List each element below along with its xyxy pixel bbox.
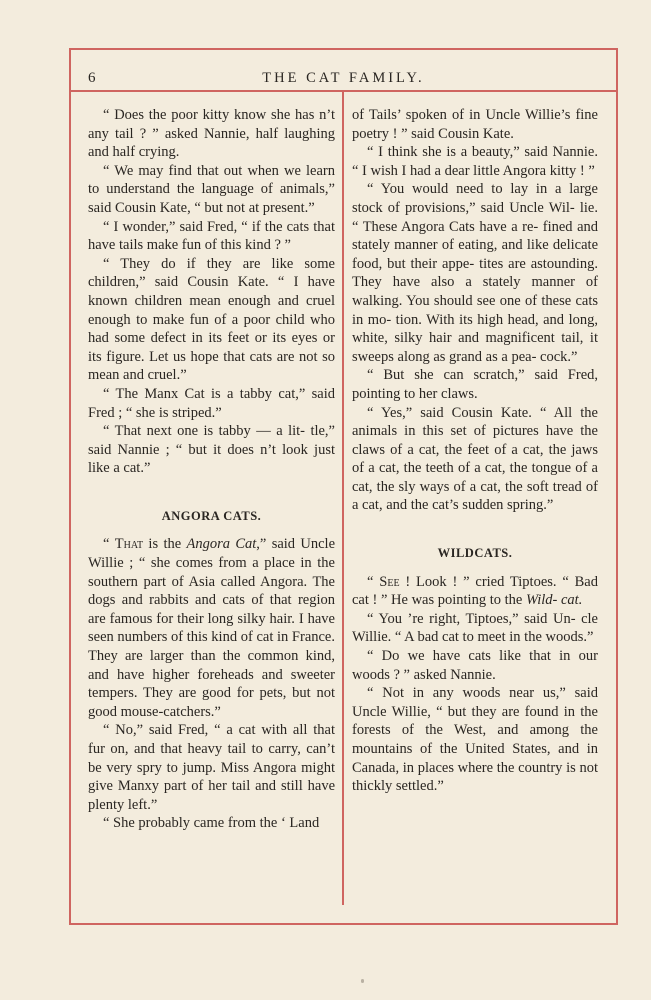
- smallcaps-lead: That: [114, 536, 144, 553]
- paragraph: “ That next one is tabby — a lit- tle,” said Nannie ; “ but it does n’t look just like a cat.”: [88, 423, 335, 477]
- text-run: ,” said Uncle Willie ; “ she comes from a place in the southern part of Asia called Angora. The dogs and rabbits and cats of that region are famous for their long silky hair. I have seen numbers of this kind of cat in France. They are larger than the common kind, and have higher foreheads and sweeter tempers. They are good for pets, but not good mouse-catchers.”: [88, 536, 336, 720]
- paragraph: [352, 573, 598, 610]
- section-heading-wildcats: WILDCATS.: [437, 546, 513, 561]
- paragraph: “ Yes,” said Cousin Kate. “ All the animals in this set of pictures have the claws of a cat, the feet of a cat, the jaws of a cat, the teeth of a cat, the tongue of a cat, the sly ways of a cat, the soft tread of a cat, and the cat’s sudden spring.”: [352, 404, 598, 514]
- quote-mark: “: [367, 573, 380, 590]
- paragraph: “ They do if they are like some children,” said Cousin Kate. “ I have known children mean enough and cruel enough to make fun of a poor child who had some defect in its feet or its eyes or its figure. Let us hope that cats are not so mean and cruel.”: [88, 255, 335, 384]
- column-divider: [342, 91, 344, 905]
- quote-mark: “: [103, 536, 115, 553]
- text-run: is the: [143, 536, 187, 553]
- page-frame: [69, 48, 618, 925]
- running-title: THE CAT FAMILY.: [262, 70, 425, 86]
- text-run: ! Look ! ” cried Tiptoes. “ Bad cat ! ” He was pointing to the: [352, 573, 598, 609]
- paragraph: “ We may find that out when we learn to understand the language of animals,” said Cousin Kate, “ but not at present.”: [88, 162, 335, 216]
- page-number: 6: [88, 70, 96, 86]
- smallcaps-lead: See: [379, 573, 400, 590]
- paragraph: “ I think she is a beauty,” said Nannie. “ I wish I had a dear little Angora kitty ! ”: [352, 144, 598, 179]
- paragraph: “ No,” said Fred, “ a cat with all that fur on, and that heavy tail to carry, can’t be very spry to jump. Miss Angora might give Manxy part of her tail and still have plenty left.”: [88, 722, 335, 813]
- italic-term: Wild- cat.: [525, 592, 583, 609]
- paragraph: of Tails’ spoken of in Uncle Willie’s fine poetry ! ” said Cousin Kate.: [352, 107, 598, 142]
- paragraph: “ You would need to lay in a large stock of provisions,” said Uncle Wil- lie. “ These Angora Cats have a re- fined and stately manner of eating, and like delicate food, but their appe- tites are astounding. They have also a stately manner of walking. You should see one of these cats in mo- tion. With its high head, and long, white, silky hair and magnificent tail, it sweeps along as grand as a pea- cock.”: [352, 181, 598, 365]
- left-column: [88, 106, 335, 833]
- paragraph: “ Do we have cats like that in our woods ? ” asked Nannie.: [352, 648, 598, 683]
- paragraph: “ But she can scratch,” said Fred, pointing to her claws.: [352, 367, 598, 402]
- paper-speck: [361, 979, 364, 983]
- paragraph: “ I wonder,” said Fred, “ if the cats that have tails make fun of this kind ? ”: [88, 218, 335, 254]
- section-heading-angora-cats: ANGORA CATS.: [161, 508, 262, 523]
- paragraph: “ Does the poor kitty know she has n’t any tail ? ” asked Nannie, half laughing and half crying.: [88, 107, 335, 161]
- paragraph: “ The Manx Cat is a tabby cat,” said Fred ; “ she is striped.”: [88, 385, 335, 421]
- italic-term: Angora Cat: [186, 536, 257, 553]
- right-column: [352, 106, 598, 796]
- paragraph: [88, 535, 335, 721]
- paragraph: “ She probably came from the ‘ Land: [103, 815, 320, 832]
- paragraph: “ Not in any woods near us,” said Uncle Willie, “ but they are found in the forests of the West, and among the mountains of the United States, and in Canada, in places where the country is not thickly settled.”: [352, 685, 598, 795]
- paragraph: “ You ’re right, Tiptoes,” said Un- cle Willie. “ A bad cat to meet in the woods.”: [352, 610, 598, 646]
